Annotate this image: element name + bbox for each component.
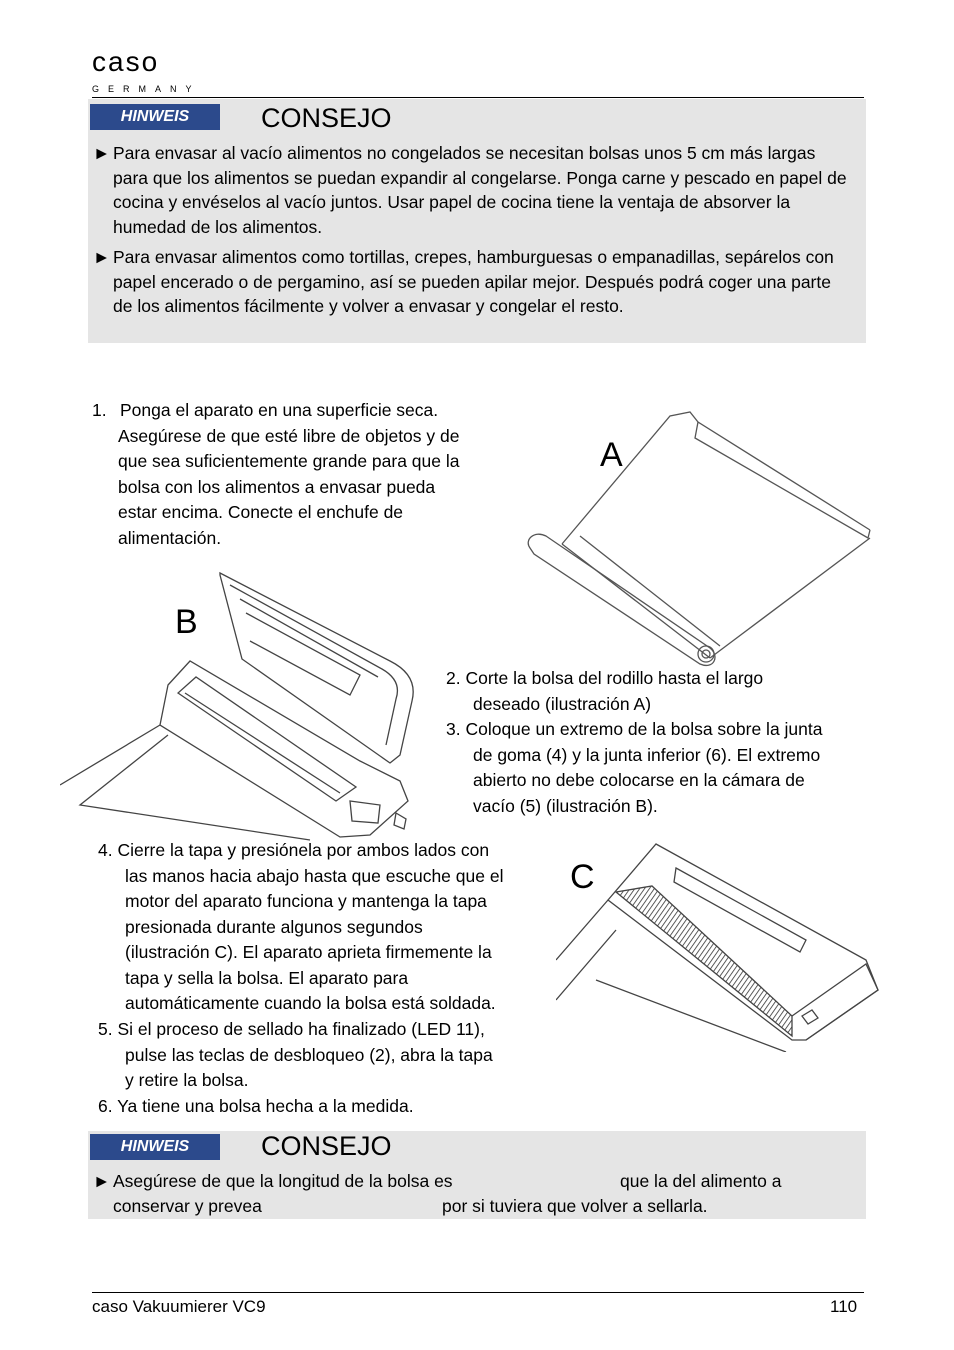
brand-logo: caso xyxy=(92,46,160,77)
hinweis-badge: HINWEIS xyxy=(90,104,220,130)
tip-title: CONSEJO xyxy=(261,1131,392,1161)
step-line: 4. Cierre la tapa y presiónela por ambos lados con xyxy=(98,840,490,860)
figure-c-closed-appliance xyxy=(556,840,886,1052)
tip-item-text: Para envasar al vacío alimentos no congelados se necesitan bolsas unos 5 cm más largas para que los alimentos se puedan expandir al congelarse. Ponga carne y pescado en papel de cocina y envéselos al vacío juntos. Usar papel de cocina tiene la ventaja de absorver la humedad de los alimentos. xyxy=(113,143,847,237)
step-line: 5. Si el proceso de sellado ha finalizado (LED 11), xyxy=(98,1019,485,1039)
hinweis-badge: HINWEIS xyxy=(90,1134,220,1160)
step-line: Ponga el aparato en una superficie seca. xyxy=(120,400,439,420)
step-line: que sea suficientemente grande para que la xyxy=(118,451,460,471)
figure-c-label: C xyxy=(570,858,595,896)
page-number: 110 xyxy=(830,1297,858,1316)
step-line: bolsa con los alimentos a envasar pueda xyxy=(118,476,436,497)
figure-a-label: A xyxy=(600,436,623,474)
step-line: pulse las teclas de desbloqueo (2), abra la tapa xyxy=(125,1044,493,1065)
step-line: tapa y sella la bolsa. El aparato para xyxy=(125,967,409,988)
tip-title: CONSEJO xyxy=(261,103,392,133)
figure-b-label: B xyxy=(175,603,198,641)
header-rule xyxy=(92,97,864,98)
step-line: automáticamente cuando la bolsa está soldada. xyxy=(125,993,496,1013)
tip-item-2 xyxy=(93,245,853,345)
footer-title: caso Vakuumierer VC9 xyxy=(92,1297,266,1316)
step-line: vacío (5) (ilustración B). xyxy=(473,795,658,816)
bullet-arrow-icon: ► xyxy=(93,247,111,267)
step-line: deseado (ilustración A) xyxy=(473,693,652,714)
tip-text-part: que la del alimento a xyxy=(620,1171,782,1191)
tip-item-1 xyxy=(93,141,853,241)
figure-b-open-appliance xyxy=(60,565,430,843)
step-line: motor del aparato funciona y mantenga la tapa xyxy=(125,891,487,911)
step-line: abierto no debe colocarse en la cámara de xyxy=(473,770,805,790)
tip-box-1 xyxy=(88,99,866,343)
step-line: 2. Corte la bolsa del rodillo hasta el largo xyxy=(446,668,764,688)
step-line: de goma (4) y la junta inferior (6). El extremo xyxy=(473,744,821,765)
tip-box-2 xyxy=(88,1131,866,1219)
footer-rule xyxy=(92,1292,864,1293)
bullet-arrow-icon: ► xyxy=(93,1171,111,1191)
tip-item-1 xyxy=(93,1169,853,1219)
step-line: (ilustración C). El aparato aprieta firmemente la xyxy=(125,942,492,962)
bullet-arrow-icon: ► xyxy=(93,143,111,163)
step-line: presionada durante algunos segundos xyxy=(125,916,423,937)
step-line: 3. Coloque un extremo de la bolsa sobre la junta xyxy=(446,719,823,739)
step-line: las manos hacia abajo hasta que escuche que el xyxy=(125,865,504,886)
step-line: 6. Ya tiene una bolsa hecha a la medida. xyxy=(98,1096,414,1116)
tip-text-part: Asegúrese de que la longitud de la bolsa es xyxy=(113,1171,453,1191)
step-line: Asegúrese de que esté libre de objetos y de xyxy=(118,425,460,446)
brand-logo-subtitle: GERMANY xyxy=(92,84,201,94)
tip-text-part: por si tuviera que volver a sellarla. xyxy=(442,1195,708,1216)
step-number: 1. xyxy=(92,400,107,420)
tip-item-text: Para envasar alimentos como tortillas, crepes, hamburguesas o empanadillas, sepárelos con papel encerado o de pergamino, así se pueden apilar mejor. Después podrá coger una parte de los alimentos fácilmente y volver a envasar y congelar el resto. xyxy=(113,247,834,316)
step-line: alimentación. xyxy=(118,527,222,548)
figure-a-bag-roll xyxy=(520,408,880,668)
step-line: estar encima. Conecte el enchufe de xyxy=(118,502,404,522)
tip-text-part: conservar y prevea xyxy=(113,1195,262,1216)
step-line: y retire la bolsa. xyxy=(125,1070,249,1090)
